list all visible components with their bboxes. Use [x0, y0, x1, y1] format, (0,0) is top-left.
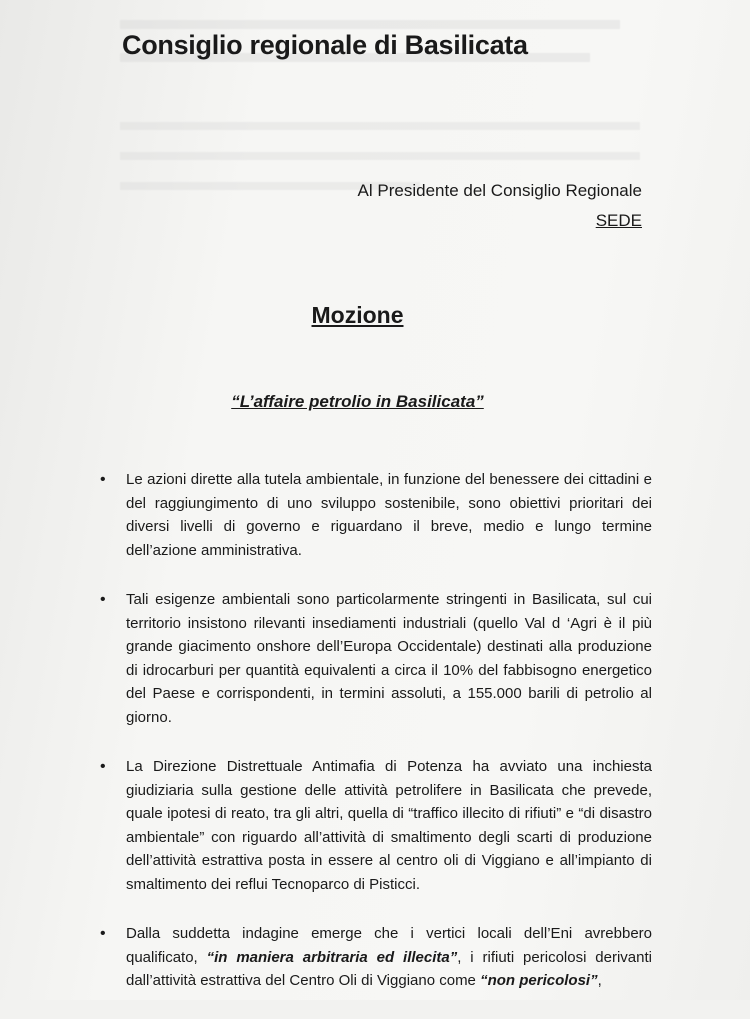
bullet-icon: •	[100, 758, 106, 775]
bullet-icon: •	[100, 471, 106, 488]
bullet-icon: •	[100, 591, 106, 608]
list-item-text: Tali esigenze ambientali sono particolarmente stringenti in Basilicata, sul cui territorio insistono rilevanti insediamenti industriali (quello Val d ‘Agri è il più grande giacimento onshore dell’Europa Occidentale) destinati alla produzione di idrocarburi per quantità equivalenti a circa il 10% del fabbisogno energetico del Paese e corrispondenti, in termini assoluti, a 155.000 barili di petrolio al giorno.	[126, 591, 652, 726]
motion-list	[100, 468, 652, 1019]
list-item-text	[126, 922, 652, 993]
list-item	[100, 588, 652, 729]
list-item-text: La Direzione Distrettuale Antimafia di Potenza ha avviato una inchiesta giudiziaria sulla gestione delle attività petrolifere in Basilicata che prevede, quale ipotesi di reato, tra gli altri, quella di “traffico illecito di rifiuti” e “di disastro ambientale” con riguardo all’attività di smaltimento degli scarti di produzione dell’attività estrattiva posta in essere al centro oli di Viggiano e all’impianto di smaltimento dei reflui Tecnoparco di Pisticci.	[126, 758, 652, 893]
emphasized-quote: “in maniera arbitraria ed illecita”	[206, 948, 458, 966]
page-title: Consiglio regionale di Basilicata	[122, 30, 528, 60]
document-subtitle: “L’affaire petrolio in Basilicata”	[231, 392, 484, 411]
addressee-line: Al Presidente del Consiglio Regionale	[357, 181, 642, 200]
list-item-text: Le azioni dirette alla tutela ambientale, in funzione del benessere dei cittadini e del raggiungimento di uno sviluppo sostenibile, sono obiettivi prioritari dei diversi livelli di governo e riguardano il breve, medio e lungo termine dell’azione amministrativa.	[126, 471, 652, 559]
text-segment: Dalla suddetta indagine emerge che i vertici locali dell’Eni avrebbero qualificato,	[126, 925, 652, 966]
bullet-icon: •	[100, 925, 106, 942]
addressee-block	[358, 176, 642, 236]
list-item	[100, 468, 652, 562]
text-segment: ,	[597, 972, 602, 989]
document-heading: Mozione	[311, 302, 404, 328]
emphasized-quote: “non pericolosi”	[480, 972, 598, 989]
list-item	[100, 755, 652, 896]
list-item	[100, 922, 652, 993]
addressee-sede: SEDE	[595, 211, 642, 230]
text-segment: , i rifiuti pericolosi derivanti dall’attività estrattiva del Centro Oli di Viggiano come	[126, 948, 652, 989]
